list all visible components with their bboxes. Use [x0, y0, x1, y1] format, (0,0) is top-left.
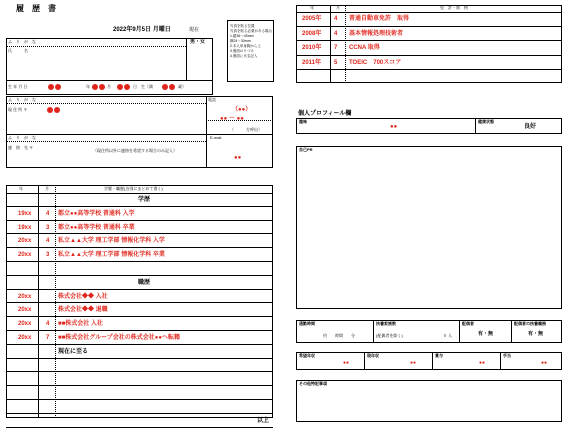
history-row [6, 400, 273, 414]
photo-note-line: 2.本人単身胸から上 [230, 44, 261, 48]
history-month: 4 [46, 210, 50, 217]
history-month: 3 [46, 252, 50, 259]
license-header-month: 月 [336, 5, 340, 10]
commute-value: 約 時間 分 [323, 333, 355, 338]
history-month: 4 [46, 238, 50, 245]
license-year: 2010年 [302, 45, 322, 51]
history-text: ■■株式会社 入社 [58, 321, 103, 328]
history-row [6, 248, 273, 262]
history-row [6, 207, 273, 221]
history-month: 7 [46, 335, 50, 341]
address-furigana: ふ り が な [8, 97, 36, 102]
photo-note-line: 3.裏面のりづけ [230, 49, 254, 53]
contact-furigana: ふ り が な [8, 135, 36, 140]
history-text: 株式会社◆◆ 退職 [58, 307, 108, 314]
spouse-label: 配偶者 [462, 321, 474, 326]
history-row [6, 359, 273, 373]
license-year: 2008年 [302, 30, 322, 37]
bonus-label: 賞与 [435, 353, 443, 358]
license-header-content: 免 許・資 格 [440, 5, 468, 10]
license-year: 2011年 [302, 59, 322, 66]
dependents-label: 扶養家族数 [376, 321, 396, 326]
history-year: 20xx [18, 293, 32, 300]
license-row [296, 56, 562, 71]
history-row [6, 193, 273, 207]
hobby-label: 趣味 [299, 119, 307, 124]
license-row [296, 12, 562, 27]
history-row [6, 372, 273, 386]
photo-note-line: 写真を貼る位置 [230, 24, 255, 28]
license-month: 7 [334, 45, 338, 51]
license-month: 4 [334, 16, 338, 22]
history-text: 私立▲▲大学 理工学部 情報化学科 入学 [58, 238, 165, 245]
history-row [6, 303, 273, 317]
photo-box [227, 20, 274, 82]
license-text: 基本情報処理技術者 [349, 30, 404, 37]
spouse-value: 有・無 [478, 331, 494, 337]
history-row [6, 331, 273, 345]
history-text: 都立●●高等学校 普通科 入学 [58, 210, 135, 217]
license-month: 4 [334, 30, 338, 37]
license-text: TOEIC 700スコア [349, 59, 402, 66]
salary-value: ●● [343, 360, 350, 366]
history-row [6, 276, 273, 290]
contact-phone: ●● [234, 155, 242, 161]
allowance-value: ●● [541, 360, 548, 366]
license-text: CCNA 取得 [349, 45, 380, 51]
dependents-value: ０ 人 [443, 333, 453, 338]
history-year: 20xx [18, 238, 32, 245]
spouse-duty-label: 配偶者の扶養義務 [514, 321, 546, 326]
phone-number: ●● － ●● [220, 116, 244, 122]
commute-label: 通勤時間 [299, 321, 315, 326]
history-text: 以上 [256, 417, 269, 424]
history-row [6, 234, 273, 248]
sex-label: 男・女 [190, 39, 206, 45]
license-month: 5 [334, 59, 338, 66]
history-year: 19xx [18, 224, 32, 231]
photo-note-line: 横24～30mm [230, 39, 251, 43]
history-text: 職歴 [138, 279, 151, 286]
history-text: ■■株式会社グループ会社の株式会社●●へ転籍 [58, 335, 181, 341]
document-date: 2022年9月5日 月曜日 [113, 27, 171, 33]
history-month: 3 [46, 224, 50, 231]
photo-note-line: 4.裏面に氏名記入 [230, 54, 258, 58]
email-label: E-mail [210, 135, 222, 140]
license-row [296, 41, 562, 56]
birth-month-label: 月 [107, 84, 111, 89]
photo-note-line: 写真を貼る必要がある場合 [230, 29, 272, 33]
photo-note [230, 24, 273, 59]
contact-label: 連 絡 先 〒 [8, 145, 34, 150]
history-row [6, 262, 273, 276]
current-salary-value: ●● [410, 360, 417, 366]
self-pr-box [296, 146, 562, 309]
photo-note-line: 1.縦36～40mm [230, 34, 254, 38]
notes-box [296, 380, 562, 422]
birth-suffix: 生（満 [141, 84, 153, 89]
history-row [6, 221, 273, 235]
contact-note: （現住所以外に連絡を希望する場合のみ記入） [93, 148, 177, 153]
page-title: 履 歴 書 [16, 4, 56, 13]
profile-title: 個人プロフィール欄 [298, 111, 352, 117]
salary-label: 希望年収 [299, 353, 315, 358]
history-year: 20xx [18, 321, 32, 328]
license-header-year: 年 [310, 5, 314, 10]
furigana-label: ふ り が な [8, 39, 36, 44]
fax-label: （ 方呼出） [230, 127, 262, 132]
self-pr-label: 自己PR [299, 147, 313, 152]
current-salary-label: 現年収 [367, 353, 379, 358]
history-year: 19xx [18, 210, 32, 217]
history-row [6, 345, 273, 359]
history-header-month: 月 [45, 186, 49, 191]
name-label: 氏 名 [8, 48, 28, 53]
birth-year-label: 年 [86, 84, 90, 89]
history-year: 20xx [18, 335, 32, 341]
license-row [296, 27, 562, 42]
history-text: 学歴 [138, 197, 151, 203]
history-text: 株式会社◆◆ 入社 [58, 293, 108, 300]
birth-end: 歳） [178, 84, 186, 89]
salary-box [296, 352, 562, 370]
history-year: 20xx [18, 252, 32, 259]
hobby-health-box [296, 118, 562, 134]
history-text: 都立●●高等学校 普通科 卒業 [58, 224, 135, 231]
health-label: 健康状態 [478, 119, 494, 124]
history-month: 4 [46, 321, 50, 328]
date-suffix: 現在 [189, 27, 200, 33]
history-text: 私立▲▲大学 理工学部 情報化学科 卒業 [58, 252, 165, 259]
license-year: 2005年 [302, 16, 322, 22]
history-header-year: 年 [19, 186, 23, 191]
birth-label: 生 年 月 日 [8, 84, 28, 89]
history-row [6, 414, 273, 428]
hobby-value: ●● [390, 124, 398, 130]
history-row [6, 386, 273, 400]
history-header-content: 学歴・職歴(各別にまとめて書く) [104, 186, 163, 191]
dependents-note: (配偶者を除く) [376, 333, 403, 338]
phone-label: 電話 [208, 97, 216, 102]
history-year: 20xx [18, 307, 32, 314]
spouse-duty-value: 有・無 [528, 331, 544, 337]
bonus-value: ●● [479, 360, 486, 366]
license-text: 普通自動車免許 取得 [349, 16, 410, 22]
history-row [6, 290, 273, 304]
health-value: 良好 [524, 124, 537, 130]
notes-label: その他特記事項 [299, 381, 327, 386]
history-text: 現在に至る [58, 348, 89, 355]
allowance-label: 手当 [503, 353, 511, 358]
birth-day-label: 日 [133, 84, 137, 89]
history-row [6, 317, 273, 331]
address-label: 現 住 所 〒 [8, 107, 28, 112]
phone-area: （●●） [232, 107, 252, 113]
